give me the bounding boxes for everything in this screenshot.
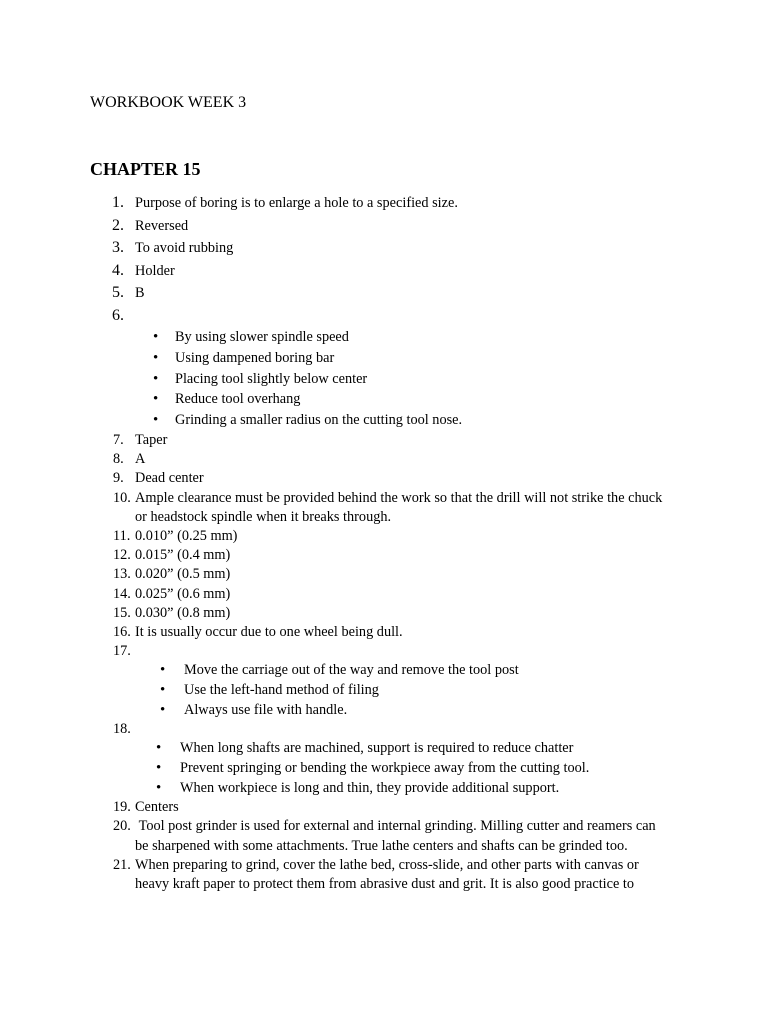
bullet-item <box>0 369 768 390</box>
item-text: Taper <box>135 431 168 448</box>
bullet-text: Use the left-hand method of filing <box>184 682 379 698</box>
item-text: 0.010” (0.25 mm) <box>135 528 238 544</box>
chapter-heading: CHAPTER 15 <box>90 159 201 179</box>
document-header: WORKBOOK WEEK 3 <box>90 94 247 111</box>
list-item <box>0 585 668 604</box>
item-number: 5. <box>112 284 124 301</box>
item-number: 11. <box>113 528 131 544</box>
bullet-text: When long shafts are machined, support is required to reduce chatter <box>180 740 574 757</box>
bullet-item <box>0 779 768 799</box>
bullet-icon: • <box>153 391 159 408</box>
item-number: 9. <box>113 470 124 487</box>
item-number: 6. <box>112 306 124 324</box>
bullet-icon: • <box>160 682 166 698</box>
bullet-text: When workpiece is long and thin, they provide additional support. <box>180 779 560 796</box>
item-text: Reversed <box>135 217 189 234</box>
bullet-item <box>0 739 768 759</box>
item-number: 17. <box>113 643 131 660</box>
bullet-text: Placing tool slightly below center <box>175 370 368 387</box>
list-item <box>0 260 668 283</box>
bullet-text: Reduce tool overhang <box>175 391 301 408</box>
item-number: 19. <box>113 799 131 816</box>
bullet-icon: • <box>153 370 159 387</box>
list-item <box>0 604 668 623</box>
item-text: 0.015” (0.4 mm) <box>135 547 231 564</box>
item-text: B <box>135 285 145 301</box>
list-item <box>0 565 668 584</box>
list-item <box>0 282 668 305</box>
item-number: 7. <box>113 431 124 448</box>
list-item <box>0 623 668 642</box>
bullet-text: Always use file with handle. <box>184 701 348 718</box>
list-item <box>0 237 668 260</box>
list-item <box>0 817 668 855</box>
list-item <box>0 305 668 328</box>
item-text: It is usually occur due to one wheel being dull. <box>135 624 403 641</box>
item-number: 15. <box>113 604 131 621</box>
item-text: 0.030” (0.8 mm) <box>135 604 231 621</box>
bullet-text: Move the carriage out of the way and remove the tool post <box>184 662 519 679</box>
item-text: When preparing to grind, cover the lathe bed, cross-slide, and other parts with canvas or heavy kraft paper to protect them from abrasive dust and grit. It is also good practice to <box>135 856 639 892</box>
bullet-icon: • <box>156 779 162 796</box>
bullet-item <box>0 701 768 721</box>
item-text: Tool post grinder is used for external and internal grinding. Milling cutter and reamers can be sharpened with some attachments. True lathe centers and shafts can be grinded too. <box>135 818 660 854</box>
item-number: 12. <box>113 547 131 564</box>
item-text: Centers <box>135 799 179 816</box>
item-number: 10. <box>113 489 131 506</box>
list-item <box>0 798 668 817</box>
bullet-item <box>0 389 768 410</box>
item-number: 3. <box>112 239 124 256</box>
list-item <box>0 546 668 565</box>
bullet-icon: • <box>153 329 159 345</box>
item-text: 0.020” (0.5 mm) <box>135 566 231 583</box>
list-item <box>0 431 668 450</box>
item-text: 0.025” (0.6 mm) <box>135 585 231 602</box>
list-item <box>0 192 668 215</box>
item-number: 13. <box>113 566 131 583</box>
item-number: 14. <box>113 585 131 602</box>
list-item <box>0 642 668 661</box>
item-number: 21. <box>113 856 131 873</box>
item-text: Holder <box>135 262 175 279</box>
bullet-icon: • <box>156 759 162 776</box>
list-item <box>0 856 668 894</box>
list-item <box>0 720 668 739</box>
item-number: 4. <box>112 261 124 279</box>
list-item <box>0 215 668 238</box>
item-text: Dead center <box>135 470 204 487</box>
item-number: 16. <box>113 624 131 641</box>
bullet-item <box>0 348 768 369</box>
item-text: Purpose of boring is to enlarge a hole to a specified size. <box>135 195 458 211</box>
item-text: Ample clearance must be provided behind the work so that the drill will not strike the chuck or headstock spindle when it breaks through. <box>135 489 663 525</box>
bullet-text: Grinding a smaller radius on the cutting tool nose. <box>175 412 463 429</box>
bullet-text: By using slower spindle speed <box>175 329 349 345</box>
bullet-text: Prevent springing or bending the workpiece away from the cutting tool. <box>180 759 590 776</box>
bullet-icon: • <box>156 740 162 757</box>
list-item <box>0 450 668 469</box>
list-item <box>0 489 668 527</box>
bullet-icon: • <box>160 662 166 679</box>
item-text: To avoid rubbing <box>135 240 234 256</box>
list-item <box>0 527 668 546</box>
item-number: 18. <box>113 721 131 738</box>
answer-list <box>0 192 768 894</box>
bullet-item <box>0 681 768 701</box>
item-number: 2. <box>112 216 124 234</box>
bullet-icon: • <box>160 701 166 718</box>
list-item <box>0 469 668 488</box>
bullet-item <box>0 661 768 681</box>
bullet-icon: • <box>153 412 159 429</box>
item-text: A <box>135 451 146 468</box>
bullet-item <box>0 327 768 348</box>
item-number: 20. <box>113 818 131 835</box>
bullet-item <box>0 410 768 431</box>
bullet-icon: • <box>153 349 159 366</box>
bullet-text: Using dampened boring bar <box>175 349 335 366</box>
bullet-item <box>0 759 768 779</box>
item-number: 1. <box>112 194 124 211</box>
item-number: 8. <box>113 451 124 468</box>
